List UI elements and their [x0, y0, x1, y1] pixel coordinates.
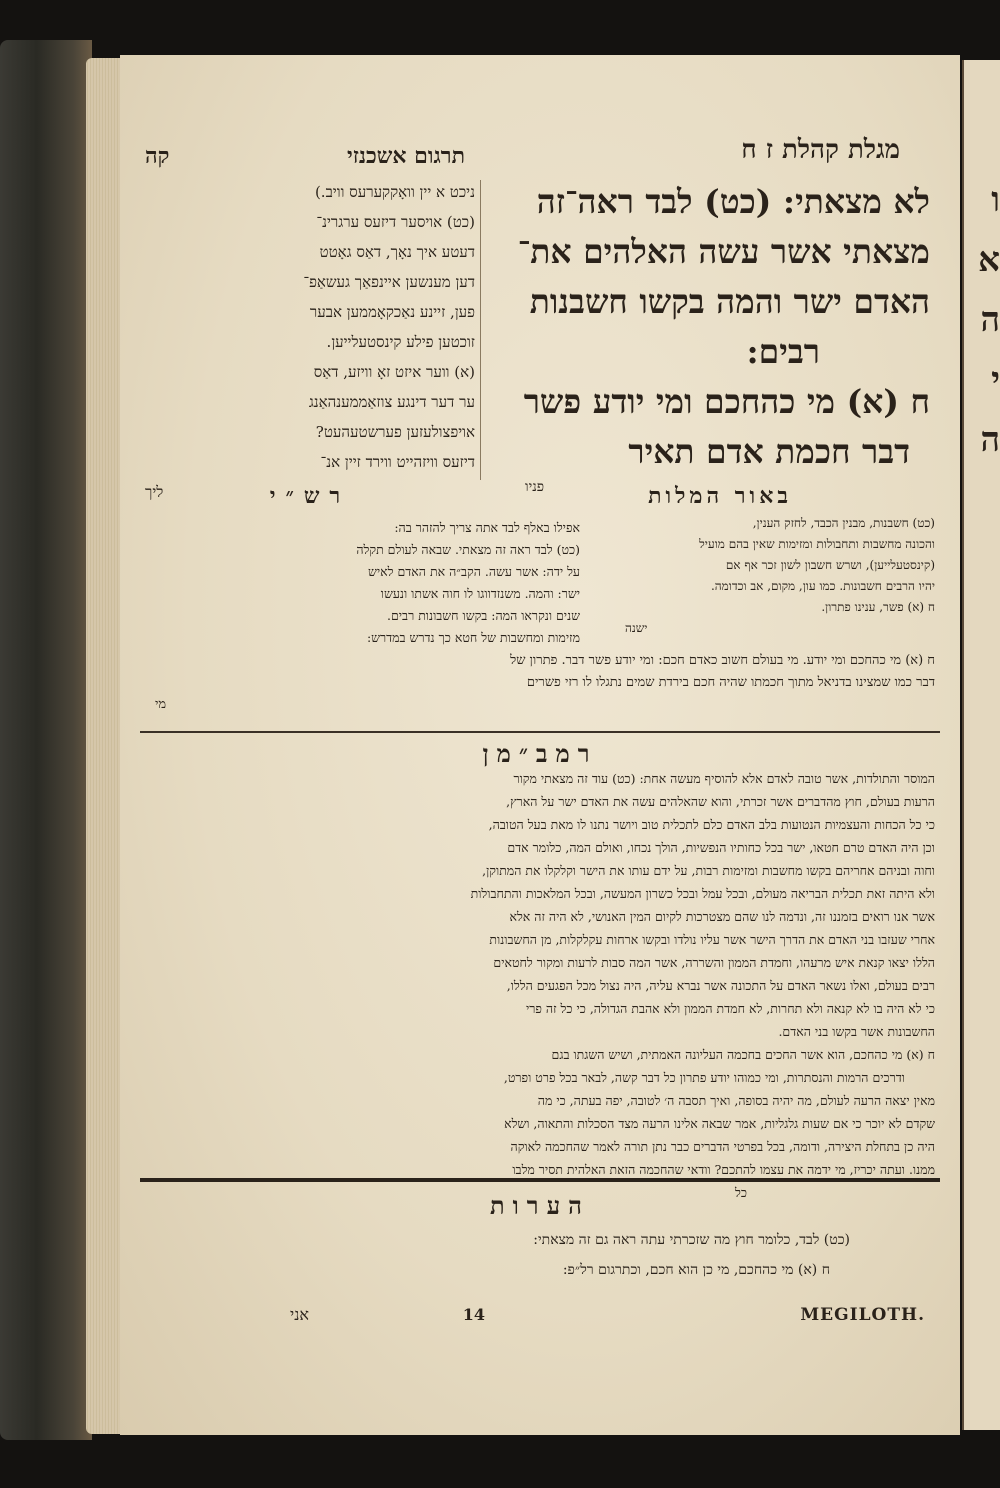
note-line: (כט) לבד, כלומר חוץ מה שזכרתי עתה ראה גם זה מצאתי: [533, 1232, 850, 1248]
note-line: ח (א) מי כהחכם, מי כן הוא חכם, וכתרגום רל״פ: [562, 1262, 830, 1278]
book-cover-edge [0, 40, 92, 1440]
catchword: מי [155, 697, 167, 712]
german-translation-column [145, 177, 475, 507]
printer-signature: MEGILOTH. [800, 1305, 925, 1325]
commentary-line: מזימות ומחשבות של חטא כך נדרש במדרש: [366, 630, 580, 645]
ramban-heading: רמב״מן [482, 739, 598, 768]
translation-line: (כט) אויסער דיזעס ערגרינ־ [316, 213, 475, 231]
commentary-line: החשבונות אשר בקשו בני האדם. [778, 1024, 935, 1039]
commentary-line: רבים בעולם, ואלו נשאר האדם על התכונה אשר נברא עליה, היה נצול מכל הפגעים הללו, [506, 978, 935, 993]
facing-page-fragment [962, 60, 1000, 1430]
translation-line: ער דער דינגע צוזאַממענהאַנג [308, 393, 475, 411]
commentary-line: כי כל הכחות והעצמיות הנטועות בלב האדם כלם לתכלית טוב ויושר נתנו לו מאת בעל הטובה, [488, 817, 935, 832]
verse-line: רבים: [746, 332, 820, 371]
commentary-line: דבר כמו שמצינו בדניאל מתוך חכמתו שהיה חכם בירדת שמים נתגלו לו רזי פשרים [526, 675, 935, 690]
notes-section [230, 1225, 850, 1285]
translation-line: ליך [145, 483, 164, 501]
ramban-commentary [135, 767, 935, 1204]
catchword: אני [290, 1305, 309, 1324]
commentary-line: הללו יצאו קנאת איש מרעהו, וחמדת הממון והשררה, אשר המה סבות לרעות ומקור לחטאים [493, 955, 935, 970]
translation-line: דעטע איך נאָך, דאַס גאָטט [319, 243, 475, 261]
translation-line: דען מענשען איינפאַך געשאַפ־ [303, 273, 475, 291]
commentary-line: אשר אנו רואים בזמננו זה, ונדמה לנו שהם מצטרכות לקיום המין האנושי, לא היה זה אלא [509, 909, 935, 924]
facing-page-letter: ה [980, 300, 1000, 340]
section-rule [140, 731, 940, 733]
commentary-line: היה כן בתחלת היצירה, ודומה, בכל בפרטי הדברים כבר נתן תורה לאמר שהחכמה לאוקה [510, 1139, 935, 1154]
commentary-line: (קינסטעלייען), ושרש חשבון לשון זכר אף אם [725, 558, 935, 572]
biur-commentary [585, 513, 935, 639]
commentary-line: ולא היתה זאת תכלית הבריאה מעולם, ובכל עמל ובכל כשרון המעשה, ובכל המלאכות והתחבולות [470, 886, 935, 901]
commentary-line: כי לא היה בו לא קנאה ולא תחרות, לא חמדת הממון ולא אהבת הגדולה, כי כל זה פרי [525, 1001, 935, 1016]
rashi-commentary [140, 517, 580, 649]
translation-line: ניכט א יין וואָקקערעס וויב.) [314, 183, 475, 201]
commentary-line: מאין יצאה הרעה לעולם, מה יהיה בסופה, ואיך תסבה ה׳ לטובה, יפה בעתה, כי מה [537, 1093, 935, 1108]
translation-line: זוכטען פילע קינסטעלייען. [326, 333, 475, 351]
translation-line: דיזעס וויזהייט ווירד זיין אנ־ [320, 453, 475, 471]
catchword: ישנה [625, 621, 648, 635]
commentary-line: ח (א) מי כהחכם ומי יודע. מי בעולם חשוב כאדם חכם: ומי יודע פשר דבר. פתרון של [510, 653, 935, 668]
verse-line: דבר חכמת אדם תאיר [628, 432, 910, 471]
arabic-page-number: 14 [462, 1305, 485, 1324]
running-header-left [145, 143, 465, 169]
catchword: פניו [525, 479, 545, 495]
facing-page-letter: ו [991, 180, 1000, 220]
commentary-line: על ידה: אשר עשה. הקב״ה את האדם לאיש [368, 564, 580, 579]
commentary-line: הרעות בעולם, חוץ מהדברים אשר זכרתי, והוא שהאלהים עשה את האדם ישר על הארץ, [506, 794, 935, 809]
commentary-line: שנים ונקראו המה: בקשו חשבונות רבים. [387, 608, 580, 623]
running-title: מגלת קהלת ז [765, 135, 900, 165]
rashi-continuation [135, 650, 935, 716]
biur-heading: באור המלות [648, 483, 792, 509]
commentary-line: אחרי שעזבו בני האדם את הדרך הישר אשר עליו נולדו ובקשו ארחות עקלקלות, מן החשבונות [489, 932, 935, 947]
commentary-line: ח (א) מי כהחכם, הוא אשר החכים בחכמה העליונה האמתית, ושיש השגתו בגם [551, 1047, 935, 1062]
facing-page-letter: א [978, 240, 1000, 280]
translation-line: (א) ווער איזט זאָ וויזע, דאַס [313, 363, 475, 381]
hebrew-page-number: קה [145, 143, 170, 169]
commentary-line: והכונה מחשבות ותחבולות ומזימות שאין בהם מועיל [699, 537, 935, 551]
commentary-line: ישר: והמה. משנזדווגו לו חוה אשתו ונעשו [380, 586, 580, 601]
commentary-line: ודרכים הרמות והנסתרות, ומי כמוהו יודע פתרון כל דבר קשה, לבאר בכל פרט ופרט, [503, 1070, 905, 1085]
translation-title: תרגום אשכנזי [346, 143, 465, 169]
translation-line: פען, זיינע נאַכקאָממען אבער [309, 303, 475, 321]
rashi-heading: רש״י [269, 483, 351, 509]
facing-page-letter: ה [980, 420, 1000, 460]
commentary-line: יהיו הרבים חשבונות. כמו עון, מקום, אב וכדומה. [710, 579, 935, 593]
commentary-line: וכן היה האדם טרם חטאו, ישר בכל כחותיו הנפשיות, הולך נכחו, ואולם המה, כלומר אדם [507, 840, 935, 855]
commentary-line: (כט) לבד ראה זה מצאתי. שבאה לעולם תקלה [356, 542, 580, 557]
facing-page-letter: י [991, 360, 1000, 400]
commentary-line: וחוה ובניהם אחריהם בקשו מחשבות ומזימות רבות, על ידם עותו את הישר וקלקלו את המתוקן, [482, 863, 935, 878]
commentary-line: ממנו. ועתה יכריז, מי ידמה את עצמו להתכם? וודאי שהחכמה הזאת האלהית תסיר מלבו [512, 1162, 935, 1177]
verse-line: מצאתי אשר עשה האלהים את־ [517, 232, 930, 271]
catchword: כל [735, 1185, 747, 1200]
commentary-line: אפילו באלף לבד אתה צריך להזהר בה: [394, 520, 580, 535]
commentary-line: (כט) חשבנות, מבנין הכבד, לחזק הענין, [752, 516, 935, 530]
verse-line: האדם ישר והמה בקשו חשבנות [529, 282, 930, 321]
notes-rule [140, 1178, 940, 1182]
running-header-right [480, 135, 900, 165]
notes-heading: הערות [490, 1191, 590, 1220]
hebrew-folio-number: ח [741, 135, 757, 165]
translation-line: אויפצולעזען פערשטעהעט? [315, 423, 475, 441]
commentary-line: ח (א) פשר, ענינו פתרון. [821, 600, 935, 614]
commentary-line: המוסר והתולדות, אשר טובה לאדם אלא להוסיף מעשה אחת: (כט) עוד זה מצאתי מקור [513, 771, 935, 786]
commentary-line: שקדם לא יוכר כי אם שעות גלגליות, אמר שבאה אלינו הרעה מצד הסכלות והתאוה, ושלא [504, 1116, 935, 1131]
biblical-text [485, 177, 930, 497]
book-page [120, 55, 960, 1435]
page-footer [145, 1305, 935, 1335]
verse-line: לא מצאתי: (כט) לבד ראה־זה [536, 182, 930, 221]
verse-line: ח (א) מי כהחכם ומי יודע פשר [523, 382, 930, 421]
column-divider [480, 180, 481, 480]
